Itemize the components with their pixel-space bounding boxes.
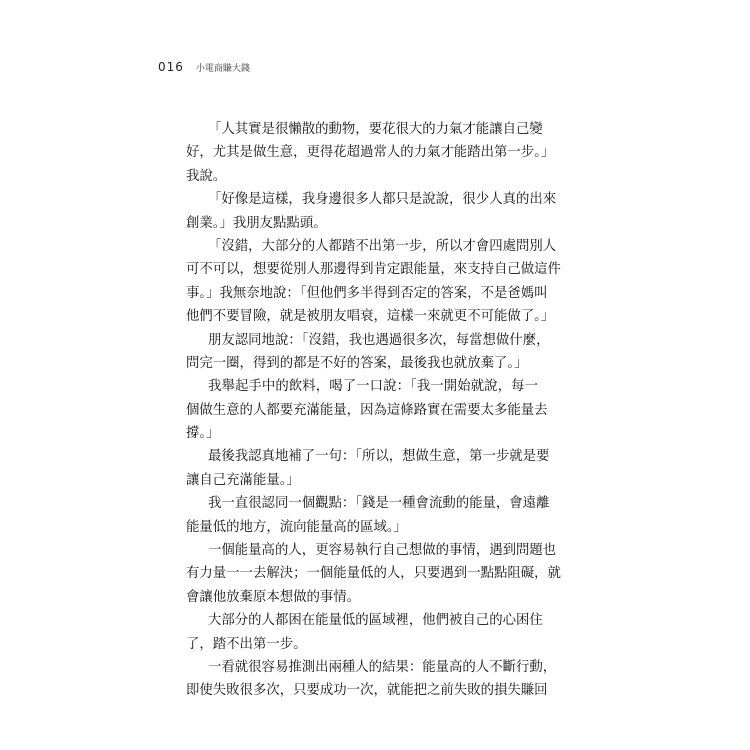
text-line: 大部分的人都困在能量低的區域裡，他們被自己的心困住 [208, 613, 543, 629]
text-line: 能量低的地方，流向能量高的區域。」 [186, 519, 407, 535]
text-line: 最後我認真地補了一句：「所以，想做生意，第一步就是要 [208, 449, 550, 465]
text-line: 朋友認同地說：「沒錯，我也遇過很多次，每當想做什麼， [208, 332, 550, 348]
body-text [186, 118, 561, 703]
page-header [158, 60, 250, 74]
page-number: 016 [158, 60, 184, 74]
text-line: 「沒錯，大部分的人都踏不出第一步，所以才會四處問別人 [208, 238, 557, 254]
text-line: 有力量一一去解決；一個能量低的人，只要遇到一點點阻礙，就 [186, 566, 561, 582]
text-line: 好，尤其是做生意，更得花超過常人的力氣才能踏出第一步。」 [186, 145, 555, 161]
text-line: 個做生意的人都要充滿能量，因為這條路實在需要太多能量去 [186, 402, 548, 418]
text-line: 他們不要冒險，就是被朋友唱衰，這樣一來就更不可能做了。」 [186, 309, 555, 325]
book-title: 小電商賺大錢 [195, 63, 250, 74]
text-line: 了，踏不出第一步。 [186, 636, 307, 652]
text-line: 我舉起手中的飲料，喝了一口說：「我一開始就說，每一 [208, 379, 538, 395]
text-line: 一看就很容易推測出兩種人的結果：能量高的人不斷行動， [208, 659, 557, 675]
text-line: 一個能量高的人，更容易執行自己想做的事情，遇到問題也 [208, 543, 557, 559]
text-line: 可不可以，想要從別人那邊得到肯定跟能量，來支持自己做這件 [186, 262, 561, 278]
text-line: 撐。」 [186, 426, 220, 442]
text-line: 即使失敗很多次，只要成功一次，就能把之前失敗的損失賺回 [186, 683, 548, 699]
text-line: 「人其實是很懶散的動物，要花很大的力氣才能讓自己變 [208, 122, 543, 137]
text-line: 事。」我無奈地說：「但他們多半得到否定的答案，不是爸媽叫 [186, 285, 548, 301]
text-line: 問完一圈，得到的都是不好的答案，最後我也就放棄了。」 [186, 355, 528, 371]
text-line: 我說。 [186, 168, 227, 184]
text-line: 創業。」我朋友點點頭。 [186, 215, 327, 231]
text-line: 讓自己充滿能量。」 [186, 472, 300, 488]
text-line: 會讓他放棄原本想做的事情。 [186, 589, 361, 605]
text-line: 「好像是這樣，我身邊很多人都只是說說，很少人真的出來 [208, 192, 557, 208]
text-line: 我一直很認同一個觀點：「錢是一種會流動的能量，會遠離 [208, 496, 550, 512]
